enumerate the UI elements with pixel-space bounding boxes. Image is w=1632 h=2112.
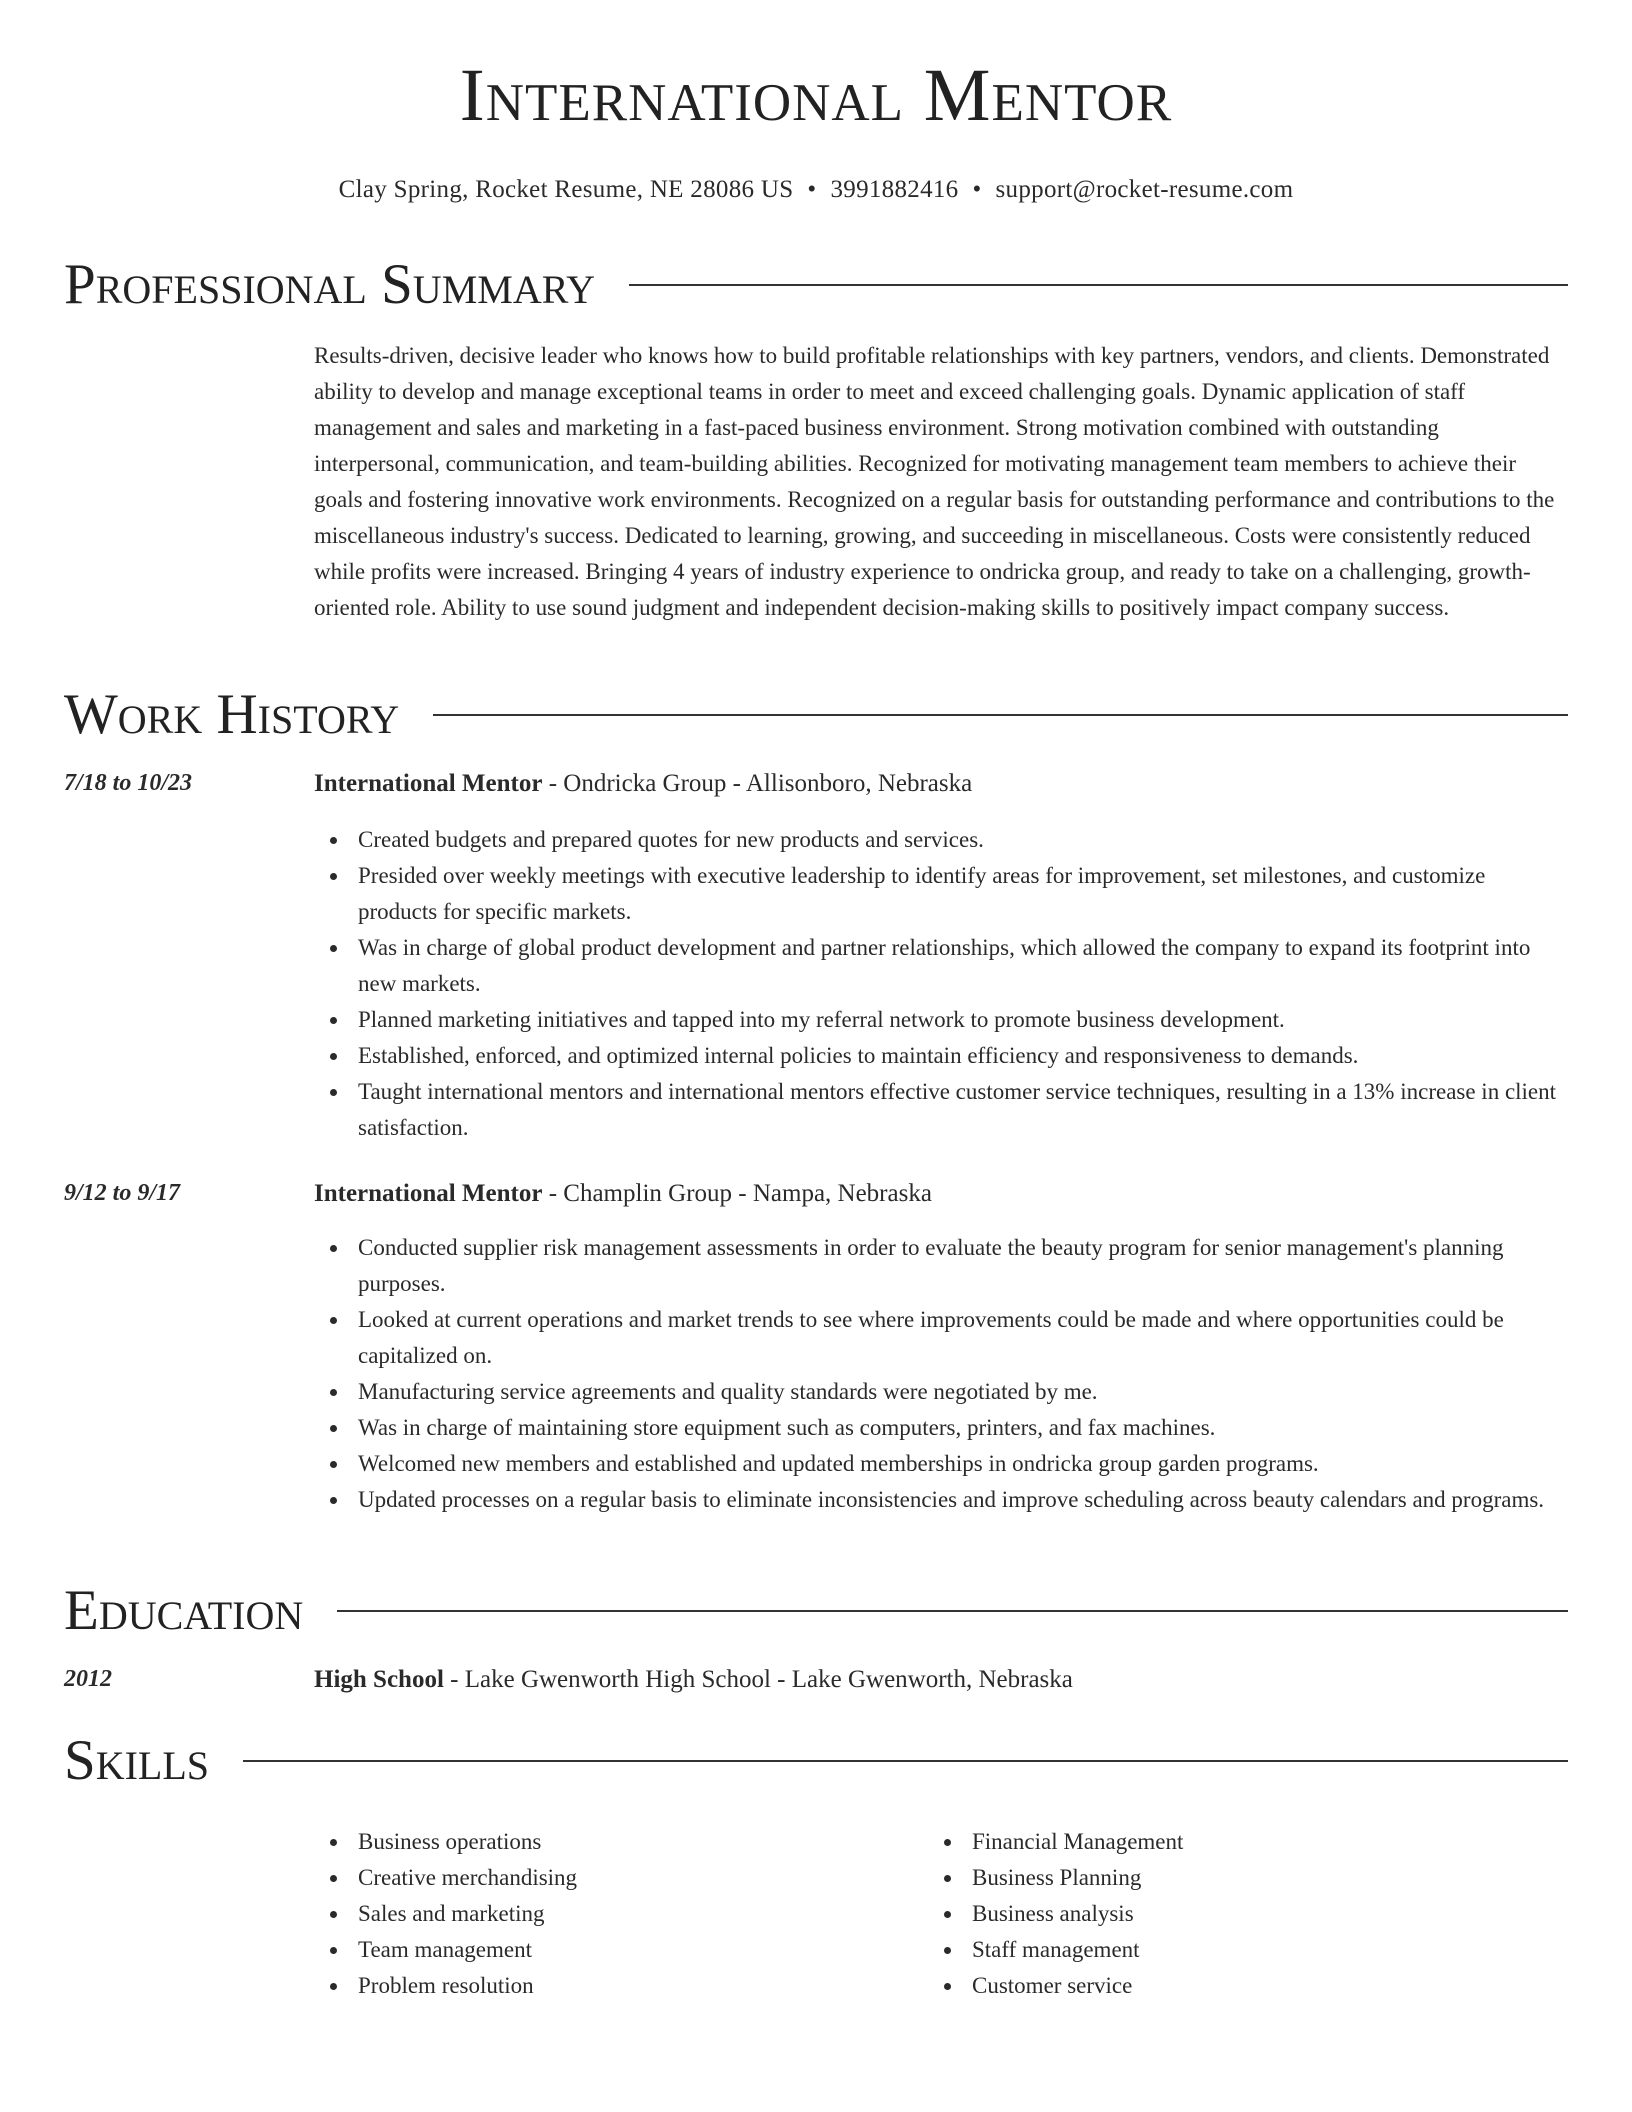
section-work-history: [64, 683, 1568, 746]
section-professional-summary: [64, 253, 1568, 316]
section-divider: [629, 284, 1568, 286]
candidate-name: International Mentor: [459, 54, 1173, 137]
contact-separator: •: [807, 176, 817, 203]
list-item: Presided over weekly meetings with executive leadership to identify areas for improvement, set milestones, and customize products for specific markets.: [314, 858, 1568, 930]
contact-separator: •: [972, 176, 982, 203]
section-title: Work History: [64, 683, 400, 746]
section-education: [64, 1579, 1568, 1642]
skill-item: Sales and marketing: [314, 1896, 914, 1932]
skill-item: Financial Management: [928, 1824, 1528, 1860]
list-item: Looked at current operations and market trends to see where improvements could be made and where opportunities could be capitalized on.: [314, 1302, 1568, 1374]
contact-phone: 3991882416: [830, 176, 959, 203]
job-dates: 7/18 to 10/23: [64, 770, 193, 796]
list-item: Welcomed new members and established and updated memberships in ondricka group garden programs.: [314, 1446, 1568, 1482]
list-item: Created budgets and prepared quotes for new products and services.: [314, 822, 1568, 858]
section-divider: [243, 1760, 1568, 1762]
section-divider: [337, 1610, 1568, 1612]
list-item: Was in charge of maintaining store equipment such as computers, printers, and fax machines.: [314, 1410, 1568, 1446]
skill-item: Team management: [314, 1932, 914, 1968]
skill-item: Business analysis: [928, 1896, 1528, 1932]
job-heading: [314, 1180, 932, 1208]
section-divider: [433, 714, 1568, 716]
section-title: Professional Summary: [64, 253, 596, 316]
list-item: Taught international mentors and international mentors effective customer service techniques, resulting in a 13% increase in client satisfaction.: [314, 1074, 1568, 1146]
job-position: International Mentor: [314, 1180, 543, 1207]
skill-item: Problem resolution: [314, 1968, 914, 2004]
list-item: Manufacturing service agreements and quality standards were negotiated by me.: [314, 1374, 1568, 1410]
list-item: Conducted supplier risk management assessments in order to evaluate the beauty program for senior management's planning purposes.: [314, 1230, 1568, 1302]
job-details: - Ondricka Group - Allisonboro, Nebraska: [542, 770, 973, 797]
list-item: Was in charge of global product development and partner relationships, which allowed the company to expand its footprint into new markets.: [314, 930, 1568, 1002]
section-skills: [64, 1729, 1568, 1792]
contact-line: [0, 176, 1632, 204]
education-heading: [314, 1666, 1073, 1694]
list-item: Planned marketing initiatives and tapped into my referral network to promote business development.: [314, 1002, 1568, 1038]
skill-item: Business Planning: [928, 1860, 1528, 1896]
skill-item: Staff management: [928, 1932, 1528, 1968]
job-heading: [314, 770, 972, 798]
skill-item: Creative merchandising: [314, 1860, 914, 1896]
skill-item: Customer service: [928, 1968, 1528, 2004]
job-position: International Mentor: [314, 770, 543, 797]
education-year: 2012: [64, 1666, 112, 1692]
list-item: Established, enforced, and optimized internal policies to maintain efficiency and responsiveness to demands.: [314, 1038, 1568, 1074]
section-title: Skills: [64, 1729, 210, 1792]
list-item: Updated processes on a regular basis to eliminate inconsistencies and improve scheduling across beauty calendars and programs.: [314, 1482, 1568, 1518]
job-dates: 9/12 to 9/17: [64, 1180, 181, 1206]
section-title: Education: [64, 1579, 304, 1642]
contact-address: Clay Spring, Rocket Resume, NE 28086 US: [338, 176, 794, 203]
job-bullets: [314, 1230, 1568, 1518]
skills-list-right: [928, 1824, 1528, 2004]
contact-email: support@rocket-resume.com: [995, 176, 1294, 203]
education-degree: High School: [314, 1666, 444, 1693]
job-details: - Champlin Group - Nampa, Nebraska: [542, 1180, 932, 1207]
job-bullets: [314, 822, 1568, 1146]
education-details: - Lake Gwenworth High School - Lake Gwenworth, Nebraska: [443, 1666, 1073, 1693]
summary-text: Results-driven, decisive leader who knows how to build profitable relationships with key partners, vendors, and clients. Demonstrated ability to develop and manage exceptional teams in order to meet and exceed challenging goals. Dynamic application of staff management and sales and marketing in a fast-paced business environment. Strong motivation combined with outstanding interpersonal, communication, and team-building abilities. Recognized for motivating management team members to achieve their goals and fostering innovative work environments. Recognized on a regular basis for outstanding performance and contributions to the miscellaneous industry's success. Dedicated to learning, growing, and succeeding in miscellaneous. Costs were consistently reduced while profits were increased. Bringing 4 years of industry experience to ondricka group, and ready to take on a challenging, growth-oriented role. Ability to use sound judgment and independent decision-making skills to positively impact company success.: [314, 343, 1555, 620]
skill-item: Business operations: [314, 1824, 914, 1860]
skills-list-left: [314, 1824, 914, 2004]
